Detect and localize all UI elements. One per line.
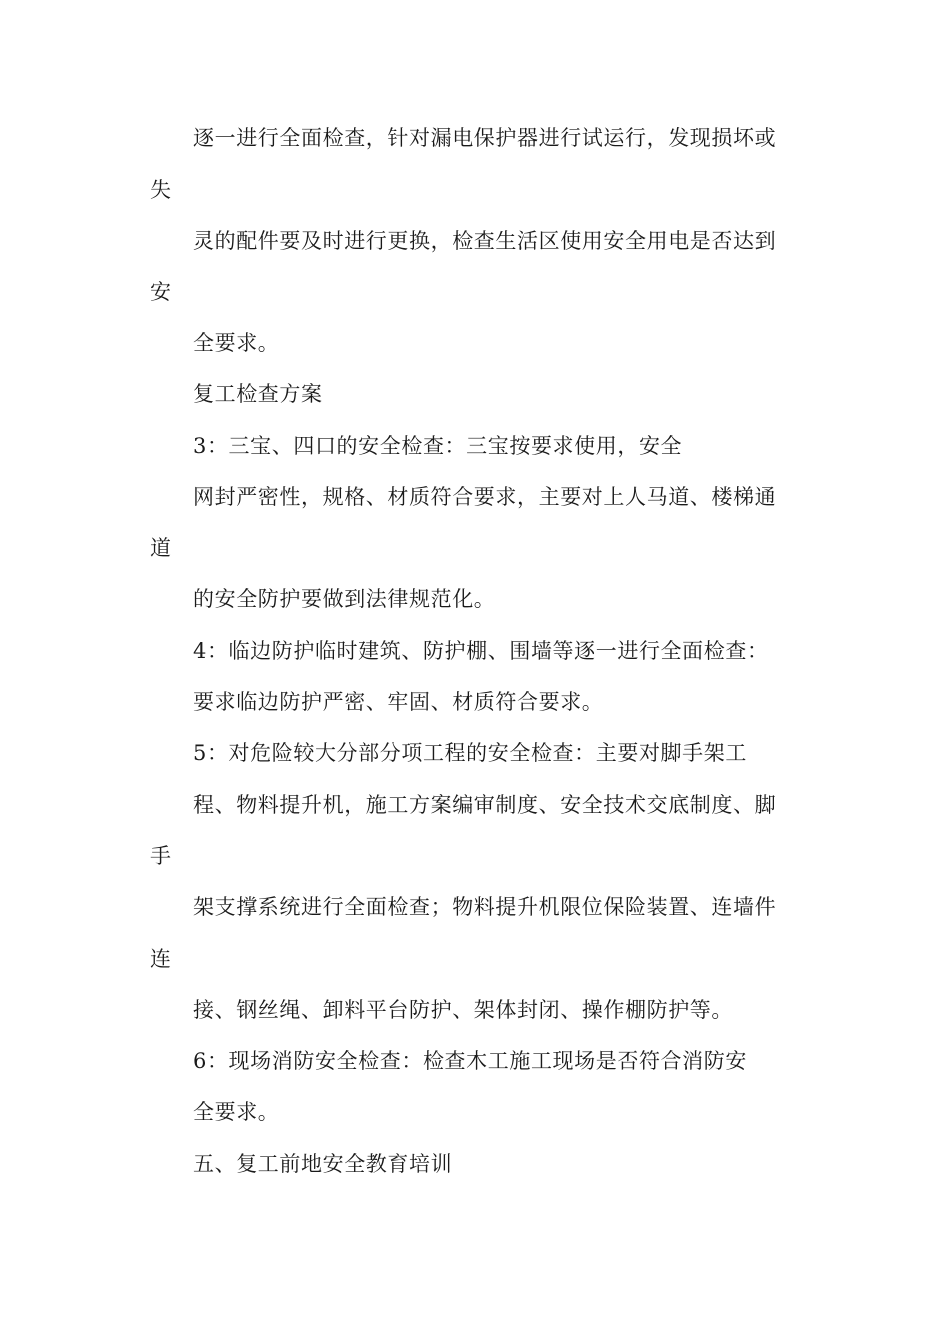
text-line: 程、物料提升机，施工方案编审制度、安全技术交底制度、脚 xyxy=(193,793,777,817)
text-line: 全要求。 xyxy=(193,1100,280,1124)
text-line: 道 xyxy=(150,536,172,560)
text-line: 失 xyxy=(150,178,172,202)
text-line: 架支撑系统进行全面检查；物料提升机限位保险装置、连墙件 xyxy=(193,895,777,919)
section-heading: 五、复工前地安全教育培训 xyxy=(193,1152,453,1176)
section-heading: 复工检查方案 xyxy=(193,382,323,406)
text-line: 接、钢丝绳、卸料平台防护、架体封闭、操作棚防护等。 xyxy=(193,998,733,1022)
text-line: 全要求。 xyxy=(193,331,280,355)
text-line: 的安全防护要做到法律规范化。 xyxy=(193,587,496,611)
text-line: 连 xyxy=(150,947,172,971)
text-line: 安 xyxy=(150,280,172,304)
text-line: 逐一进行全面检查，针对漏电保护器进行试运行，发现损坏或 xyxy=(193,126,777,150)
text-line: 5：对危险较大分部分项工程的安全检查：主要对脚手架工 xyxy=(193,741,747,765)
text-line: 网封严密性，规格、材质符合要求，主要对上人马道、楼梯通 xyxy=(193,485,777,509)
text-line: 要求临边防护严密、牢固、材质符合要求。 xyxy=(193,690,604,714)
text-line: 6：现场消防安全检查：检查木工施工现场是否符合消防安 xyxy=(193,1049,747,1073)
text-line: 4：临边防护临时建筑、防护棚、围墙等逐一进行全面检查： xyxy=(193,639,769,663)
text-line: 灵的配件要及时进行更换，检查生活区使用安全用电是否达到 xyxy=(193,229,777,253)
text-line: 3：三宝、四口的安全检查：三宝按要求使用，安全 xyxy=(193,434,683,458)
text-line: 手 xyxy=(150,844,172,868)
